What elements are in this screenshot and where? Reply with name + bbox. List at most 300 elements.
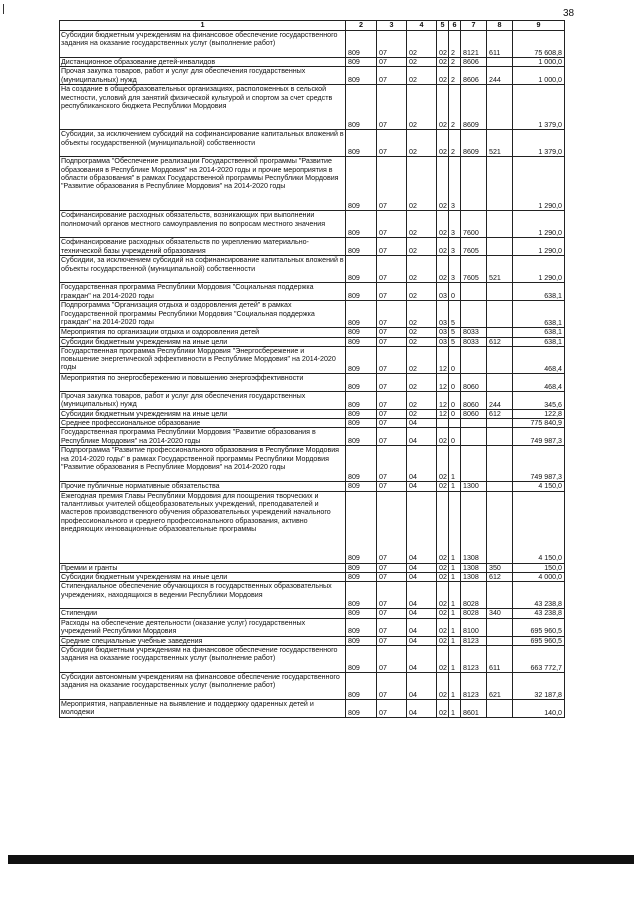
row-amount: 4 000,0 xyxy=(513,573,565,582)
row-description: Субсидии автономным учреждениям на финансовое обеспечение государственного задания на оказание государственных услуг (выполнение работ) xyxy=(60,672,346,699)
row-code-c3: 07 xyxy=(377,419,407,428)
row-amount: 638,1 xyxy=(513,301,565,328)
row-code-c7: 8123 xyxy=(461,636,487,645)
row-code-c4: 02 xyxy=(407,283,437,301)
row-code-c5: 02 xyxy=(437,157,449,211)
table-row xyxy=(60,419,565,428)
row-code-c3: 07 xyxy=(377,491,407,563)
row-amount: 1 290,0 xyxy=(513,157,565,211)
row-code-c5: 02 xyxy=(437,482,449,491)
row-code-c3: 07 xyxy=(377,645,407,672)
row-amount: 749 987,3 xyxy=(513,446,565,482)
table-row xyxy=(60,211,565,238)
row-amount: 4 150,0 xyxy=(513,482,565,491)
row-code-c6: 1 xyxy=(449,609,461,618)
row-code-c5: 02 xyxy=(437,67,449,85)
row-code-c3: 07 xyxy=(377,238,407,256)
row-code-c4: 02 xyxy=(407,373,437,391)
row-code-c3: 07 xyxy=(377,283,407,301)
row-code-c8: 521 xyxy=(487,130,513,157)
row-code-c6: 1 xyxy=(449,482,461,491)
row-code-c3: 07 xyxy=(377,301,407,328)
row-code-c2: 809 xyxy=(346,482,377,491)
row-code-c8: 621 xyxy=(487,672,513,699)
row-amount: 1 379,0 xyxy=(513,130,565,157)
row-code-c3: 07 xyxy=(377,618,407,636)
row-code-c4: 04 xyxy=(407,482,437,491)
row-code-c5: 12 xyxy=(437,409,449,418)
row-code-c7: 8606 xyxy=(461,58,487,67)
row-code-c7: 8609 xyxy=(461,85,487,130)
table-body xyxy=(60,31,565,718)
table-row xyxy=(60,328,565,337)
table-row xyxy=(60,157,565,211)
row-description: Прочая закупка товаров, работ и услуг для обеспечения государственных (муниципальных) нужд xyxy=(60,67,346,85)
table-row xyxy=(60,699,565,717)
row-code-c2: 809 xyxy=(346,256,377,283)
row-description: Субсидии бюджетным учреждениям на иные цели xyxy=(60,573,346,582)
table-row xyxy=(60,238,565,256)
table-row xyxy=(60,491,565,563)
row-code-c5: 12 xyxy=(437,373,449,391)
row-code-c2: 809 xyxy=(346,391,377,409)
row-code-c8: 340 xyxy=(487,609,513,618)
row-description: Софинансирование расходных обязательств, возникающих при выполнении полномочий органов местного самоуправления по вопросам местного значения xyxy=(60,211,346,238)
row-code-c5: 02 xyxy=(437,573,449,582)
row-description: Субсидии, за исключением субсидий на софинансирование капитальных вложений в объекты государственной (муниципальной) собственности xyxy=(60,256,346,283)
row-description: Субсидии бюджетным учреждениям на финансовое обеспечение государственного задания на оказание государственных услуг (выполнение работ) xyxy=(60,31,346,58)
row-description: Государственная программа Республики Мордовия "Энергосбережение и повышение энергетической эффективности в Республике Мордовия" на 2014-2020 годы xyxy=(60,346,346,373)
table-row xyxy=(60,67,565,85)
column-header: 7 xyxy=(461,21,487,31)
row-code-c3: 07 xyxy=(377,609,407,618)
row-amount: 638,1 xyxy=(513,283,565,301)
row-amount: 775 840,9 xyxy=(513,419,565,428)
row-code-c6: 2 xyxy=(449,31,461,58)
row-description: Стипендиальное обеспечение обучающихся в государственных образовательных учреждениях, находящихся в ведении Республики Мордовия xyxy=(60,582,346,609)
row-code-c3: 07 xyxy=(377,409,407,418)
row-code-c5: 12 xyxy=(437,346,449,373)
row-code-c3: 07 xyxy=(377,699,407,717)
row-code-c7: 8028 xyxy=(461,582,487,609)
row-code-c4: 04 xyxy=(407,563,437,572)
row-code-c2: 809 xyxy=(346,67,377,85)
row-description: Прочие публичные нормативные обязательства xyxy=(60,482,346,491)
row-amount: 663 772,7 xyxy=(513,645,565,672)
row-amount: 122,8 xyxy=(513,409,565,418)
row-code-c6: 5 xyxy=(449,337,461,346)
row-code-c6: 2 xyxy=(449,67,461,85)
row-code-c7 xyxy=(461,428,487,446)
row-code-c2: 809 xyxy=(346,446,377,482)
row-code-c4: 02 xyxy=(407,31,437,58)
row-code-c6: 1 xyxy=(449,491,461,563)
row-code-c4: 04 xyxy=(407,699,437,717)
budget-table xyxy=(59,20,565,718)
row-code-c2: 809 xyxy=(346,328,377,337)
row-description: Средние специальные учебные заведения xyxy=(60,636,346,645)
row-code-c8 xyxy=(487,428,513,446)
row-code-c6: 3 xyxy=(449,211,461,238)
row-description: Субсидии бюджетным учреждениям на финансовое обеспечение государственного задания на оказание государственных услуг (выполнение работ) xyxy=(60,645,346,672)
row-code-c2: 809 xyxy=(346,238,377,256)
row-description: Стипендии xyxy=(60,609,346,618)
row-code-c6: 1 xyxy=(449,573,461,582)
row-code-c4: 02 xyxy=(407,256,437,283)
column-header: 8 xyxy=(487,21,513,31)
column-header: 5 xyxy=(437,21,449,31)
row-code-c4: 04 xyxy=(407,582,437,609)
row-code-c7: 7605 xyxy=(461,256,487,283)
row-code-c6: 3 xyxy=(449,256,461,283)
page-number: 38 xyxy=(563,8,575,19)
row-code-c6: 5 xyxy=(449,301,461,328)
row-code-c7 xyxy=(461,419,487,428)
row-code-c7: 1308 xyxy=(461,563,487,572)
margin-mark xyxy=(3,4,4,14)
row-code-c3: 07 xyxy=(377,328,407,337)
row-code-c3: 07 xyxy=(377,446,407,482)
row-code-c5: 12 xyxy=(437,391,449,409)
row-code-c3: 07 xyxy=(377,67,407,85)
row-amount: 43 238,8 xyxy=(513,582,565,609)
row-amount: 1 290,0 xyxy=(513,211,565,238)
row-code-c2: 809 xyxy=(346,563,377,572)
row-code-c5: 02 xyxy=(437,238,449,256)
row-code-c3: 07 xyxy=(377,157,407,211)
row-code-c2: 809 xyxy=(346,609,377,618)
row-amount: 638,1 xyxy=(513,328,565,337)
table-row xyxy=(60,645,565,672)
row-code-c7: 7600 xyxy=(461,211,487,238)
row-description: Подпрограмма "Организация отдыха и оздоровления детей" в рамках Государственной программы Республики Мордовия "Социальная поддержка граждан" на 2014-2020 годы xyxy=(60,301,346,328)
table-row xyxy=(60,346,565,373)
row-code-c8 xyxy=(487,301,513,328)
row-code-c2: 809 xyxy=(346,157,377,211)
row-code-c3: 07 xyxy=(377,211,407,238)
row-code-c6: 2 xyxy=(449,85,461,130)
row-code-c3: 07 xyxy=(377,130,407,157)
row-amount: 75 608,8 xyxy=(513,31,565,58)
row-amount: 43 238,8 xyxy=(513,609,565,618)
table-row xyxy=(60,301,565,328)
row-code-c8: 611 xyxy=(487,31,513,58)
row-code-c7 xyxy=(461,283,487,301)
row-code-c4: 04 xyxy=(407,428,437,446)
column-header-row xyxy=(60,21,565,31)
row-code-c7: 8606 xyxy=(461,67,487,85)
row-code-c8 xyxy=(487,283,513,301)
row-amount: 749 987,3 xyxy=(513,428,565,446)
row-code-c4: 04 xyxy=(407,645,437,672)
row-code-c5: 02 xyxy=(437,672,449,699)
bottom-border-band xyxy=(8,855,634,864)
row-code-c7: 1300 xyxy=(461,482,487,491)
row-code-c7: 8060 xyxy=(461,409,487,418)
row-code-c8: 521 xyxy=(487,256,513,283)
row-code-c6: 1 xyxy=(449,645,461,672)
column-header: 3 xyxy=(377,21,407,31)
row-code-c8 xyxy=(487,582,513,609)
row-code-c7 xyxy=(461,301,487,328)
row-code-c7: 8100 xyxy=(461,618,487,636)
row-code-c3: 07 xyxy=(377,672,407,699)
row-code-c5: 03 xyxy=(437,328,449,337)
row-code-c6: 2 xyxy=(449,130,461,157)
row-code-c8: 611 xyxy=(487,645,513,672)
row-code-c4: 02 xyxy=(407,346,437,373)
row-code-c8 xyxy=(487,238,513,256)
row-code-c4: 02 xyxy=(407,58,437,67)
row-code-c8 xyxy=(487,373,513,391)
table-row xyxy=(60,482,565,491)
table-row xyxy=(60,672,565,699)
table-row xyxy=(60,256,565,283)
row-code-c6: 3 xyxy=(449,238,461,256)
row-description: Мероприятия, направленные на выявление и поддержку одаренных детей и молодежи xyxy=(60,699,346,717)
row-amount: 4 150,0 xyxy=(513,491,565,563)
row-code-c5: 03 xyxy=(437,301,449,328)
row-code-c8: 612 xyxy=(487,573,513,582)
row-code-c6: 1 xyxy=(449,672,461,699)
row-code-c6: 0 xyxy=(449,373,461,391)
row-code-c8: 612 xyxy=(487,409,513,418)
table-row xyxy=(60,573,565,582)
row-code-c8 xyxy=(487,346,513,373)
row-code-c6: 0 xyxy=(449,346,461,373)
row-code-c4: 02 xyxy=(407,301,437,328)
table-row xyxy=(60,31,565,58)
row-amount: 695 960,5 xyxy=(513,636,565,645)
row-description: Софинансирование расходных обязательств по укреплению материально-технической базы учреждений образования xyxy=(60,238,346,256)
row-code-c2: 809 xyxy=(346,582,377,609)
row-code-c8 xyxy=(487,157,513,211)
row-code-c4: 02 xyxy=(407,409,437,418)
row-code-c2: 809 xyxy=(346,58,377,67)
row-code-c3: 07 xyxy=(377,573,407,582)
row-code-c5: 02 xyxy=(437,491,449,563)
row-code-c8 xyxy=(487,328,513,337)
row-code-c8: 350 xyxy=(487,563,513,572)
row-code-c8: 612 xyxy=(487,337,513,346)
row-code-c2: 809 xyxy=(346,130,377,157)
row-code-c5: 02 xyxy=(437,446,449,482)
table-row xyxy=(60,130,565,157)
row-code-c5: 02 xyxy=(437,563,449,572)
row-code-c5: 02 xyxy=(437,609,449,618)
table-row xyxy=(60,563,565,572)
row-code-c7: 8123 xyxy=(461,645,487,672)
row-code-c7: 8123 xyxy=(461,672,487,699)
row-code-c2: 809 xyxy=(346,211,377,238)
row-code-c4: 04 xyxy=(407,636,437,645)
row-code-c3: 07 xyxy=(377,58,407,67)
row-code-c4: 02 xyxy=(407,238,437,256)
row-code-c4: 04 xyxy=(407,573,437,582)
row-code-c7: 7605 xyxy=(461,238,487,256)
row-code-c4: 04 xyxy=(407,419,437,428)
row-description: Субсидии, за исключением субсидий на софинансирование капитальных вложений в объекты государственной (муниципальной) собственности xyxy=(60,130,346,157)
table-row xyxy=(60,409,565,418)
row-code-c4: 02 xyxy=(407,211,437,238)
row-code-c2: 809 xyxy=(346,346,377,373)
row-code-c6: 1 xyxy=(449,618,461,636)
row-code-c5: 02 xyxy=(437,645,449,672)
row-code-c7 xyxy=(461,157,487,211)
row-code-c6: 1 xyxy=(449,563,461,572)
row-code-c8 xyxy=(487,211,513,238)
row-code-c8 xyxy=(487,482,513,491)
column-header: 9 xyxy=(513,21,565,31)
row-code-c3: 07 xyxy=(377,482,407,491)
row-code-c7: 1308 xyxy=(461,573,487,582)
column-header: 2 xyxy=(346,21,377,31)
row-amount: 1 290,0 xyxy=(513,238,565,256)
table-row xyxy=(60,428,565,446)
row-code-c8: 244 xyxy=(487,391,513,409)
row-code-c3: 07 xyxy=(377,256,407,283)
row-amount: 1 000,0 xyxy=(513,58,565,67)
row-code-c7: 8028 xyxy=(461,609,487,618)
row-amount: 1 000,0 xyxy=(513,67,565,85)
row-amount: 1 379,0 xyxy=(513,85,565,130)
table-row xyxy=(60,85,565,130)
row-code-c2: 809 xyxy=(346,428,377,446)
row-code-c5: 02 xyxy=(437,31,449,58)
row-code-c3: 07 xyxy=(377,85,407,130)
column-header: 1 xyxy=(60,21,346,31)
row-description: Государственная программа Республики Мордовия "Социальная поддержка граждан" на 2014-2020 годы xyxy=(60,283,346,301)
row-code-c2: 809 xyxy=(346,283,377,301)
row-code-c8: 244 xyxy=(487,67,513,85)
row-code-c2: 809 xyxy=(346,31,377,58)
row-code-c7: 8121 xyxy=(461,31,487,58)
row-code-c2: 809 xyxy=(346,85,377,130)
table-row xyxy=(60,283,565,301)
row-code-c4: 04 xyxy=(407,491,437,563)
row-code-c5: 02 xyxy=(437,636,449,645)
row-code-c4: 04 xyxy=(407,609,437,618)
row-code-c6: 1 xyxy=(449,582,461,609)
row-amount: 638,1 xyxy=(513,337,565,346)
row-amount: 468,4 xyxy=(513,373,565,391)
row-description: Премии и гранты xyxy=(60,563,346,572)
row-code-c5: 02 xyxy=(437,130,449,157)
table-row xyxy=(60,609,565,618)
row-description: Среднее профессиональное образование xyxy=(60,419,346,428)
row-code-c8 xyxy=(487,446,513,482)
table-row xyxy=(60,337,565,346)
table-row xyxy=(60,618,565,636)
row-code-c7: 8033 xyxy=(461,337,487,346)
table-row xyxy=(60,58,565,67)
row-code-c8 xyxy=(487,699,513,717)
row-code-c3: 07 xyxy=(377,582,407,609)
row-code-c2: 809 xyxy=(346,618,377,636)
row-description: Расходы на обеспечение деятельности (оказание услуг) государственных учреждений Республики Мордовия xyxy=(60,618,346,636)
row-code-c7: 8033 xyxy=(461,328,487,337)
row-code-c4: 02 xyxy=(407,67,437,85)
row-amount: 1 290,0 xyxy=(513,256,565,283)
row-code-c2: 809 xyxy=(346,373,377,391)
row-description: Мероприятия по энергосбережению и повышению энергоэффективности xyxy=(60,373,346,391)
row-code-c2: 809 xyxy=(346,645,377,672)
row-code-c5: 03 xyxy=(437,337,449,346)
row-code-c4: 02 xyxy=(407,337,437,346)
row-code-c5: 02 xyxy=(437,582,449,609)
row-code-c6: 1 xyxy=(449,699,461,717)
row-code-c3: 07 xyxy=(377,428,407,446)
table-row xyxy=(60,636,565,645)
row-description: Мероприятия по организации отдыха и оздоровления детей xyxy=(60,328,346,337)
row-code-c2: 809 xyxy=(346,636,377,645)
row-description: Подпрограмма "Развитие профессионального образования в Республике Мордовия на 2014-2020 годы" в рамках Государственной программы Республики Мордовия "Развитие образования в Республике Мордовия" на 2014-2020 годы xyxy=(60,446,346,482)
row-code-c2: 809 xyxy=(346,699,377,717)
row-code-c4: 02 xyxy=(407,328,437,337)
row-code-c5 xyxy=(437,419,449,428)
row-code-c8 xyxy=(487,491,513,563)
row-code-c6: 3 xyxy=(449,157,461,211)
row-code-c7 xyxy=(461,446,487,482)
row-code-c4: 02 xyxy=(407,130,437,157)
row-code-c3: 07 xyxy=(377,636,407,645)
row-code-c3: 07 xyxy=(377,31,407,58)
row-description: Субсидии бюджетным учреждениям на иные цели xyxy=(60,337,346,346)
column-header: 6 xyxy=(449,21,461,31)
row-code-c6: 0 xyxy=(449,283,461,301)
row-code-c7 xyxy=(461,346,487,373)
row-code-c5: 03 xyxy=(437,283,449,301)
row-description: На создание в общеобразовательных организациях, расположенных в сельской местности, условий для занятий физической культурой и спортом за счет средств республиканского бюджета Республики Мордовия xyxy=(60,85,346,130)
row-code-c6: 1 xyxy=(449,446,461,482)
row-description: Субсидии бюджетным учреждениям на иные цели xyxy=(60,409,346,418)
row-code-c7: 8060 xyxy=(461,391,487,409)
row-code-c5: 02 xyxy=(437,85,449,130)
row-code-c6: 0 xyxy=(449,409,461,418)
row-code-c2: 809 xyxy=(346,409,377,418)
table-row xyxy=(60,373,565,391)
row-code-c6: 5 xyxy=(449,328,461,337)
row-code-c4: 04 xyxy=(407,446,437,482)
table-row xyxy=(60,391,565,409)
row-code-c2: 809 xyxy=(346,301,377,328)
row-code-c7: 8609 xyxy=(461,130,487,157)
row-code-c4: 04 xyxy=(407,618,437,636)
row-amount: 695 960,5 xyxy=(513,618,565,636)
row-code-c2: 809 xyxy=(346,337,377,346)
row-code-c2: 809 xyxy=(346,672,377,699)
row-amount: 150,0 xyxy=(513,563,565,572)
row-code-c4: 02 xyxy=(407,157,437,211)
row-code-c7: 1308 xyxy=(461,491,487,563)
row-code-c7: 8601 xyxy=(461,699,487,717)
row-code-c5: 02 xyxy=(437,211,449,238)
row-description: Ежегодная премия Главы Республики Мордовия для поощрения творческих и талантливых учителей общеобразовательных учреждений, преподавателей и мастеров производственного обучения образовательных учреждений начального профессионального и среднего профессионального образования, активно внедряющих инновационные образовательные программы xyxy=(60,491,346,563)
column-header: 4 xyxy=(407,21,437,31)
row-code-c8 xyxy=(487,618,513,636)
row-code-c2: 809 xyxy=(346,573,377,582)
row-code-c8 xyxy=(487,85,513,130)
row-code-c4: 04 xyxy=(407,672,437,699)
row-code-c6: 1 xyxy=(449,636,461,645)
row-code-c3: 07 xyxy=(377,337,407,346)
row-code-c5: 02 xyxy=(437,58,449,67)
table-row xyxy=(60,582,565,609)
row-code-c3: 07 xyxy=(377,346,407,373)
row-description: Дистанционное образование детей-инвалидов xyxy=(60,58,346,67)
row-code-c5: 02 xyxy=(437,618,449,636)
row-amount: 468,4 xyxy=(513,346,565,373)
